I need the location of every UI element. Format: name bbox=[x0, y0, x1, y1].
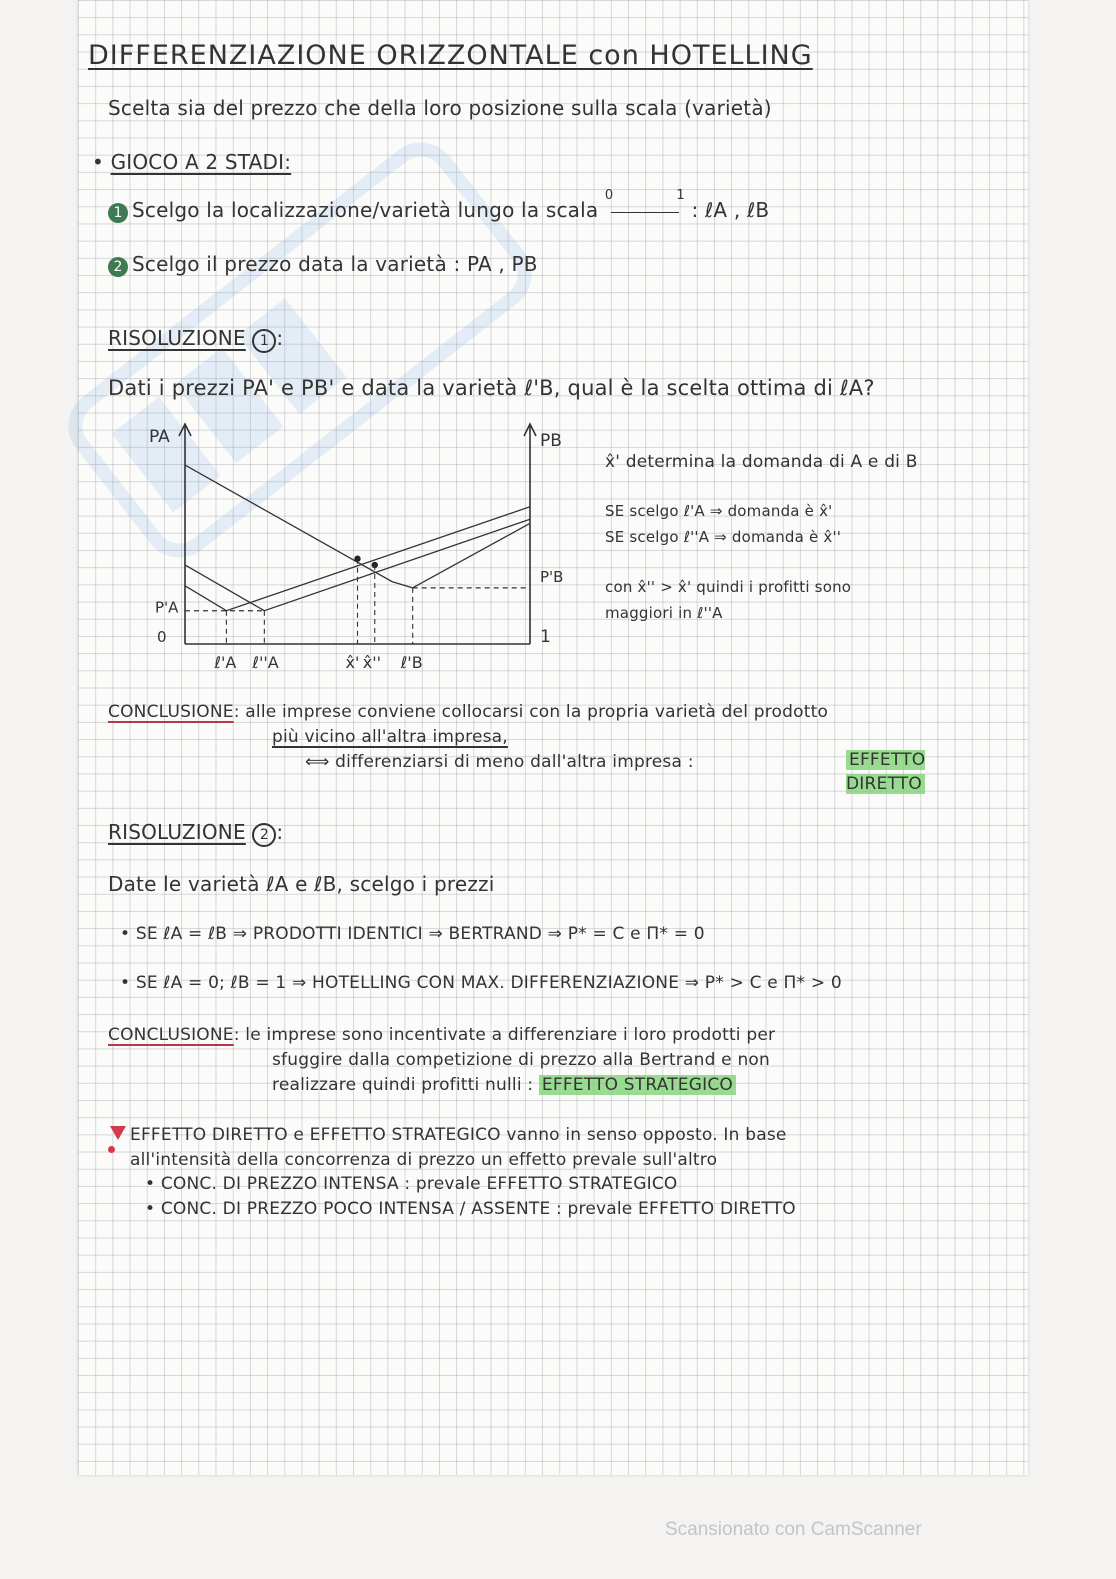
x-tick-label-1: ℓ'A bbox=[214, 653, 237, 672]
res1-colon: : bbox=[276, 326, 284, 350]
page-title: DIFFERENZIAZIONE ORIZZONTALE con HOTELLING bbox=[88, 40, 813, 71]
conclusion-2-text1: : le imprese sono incentivate a differenziare i loro prodotti per bbox=[233, 1025, 776, 1045]
step-1-text: Scelgo la localizzazione/varietà lungo la scala bbox=[132, 198, 599, 222]
step-2 bbox=[108, 252, 538, 277]
effetto-diretto-highlight bbox=[846, 748, 956, 796]
series-line-1 bbox=[185, 465, 413, 588]
left-axis-label: PA bbox=[149, 427, 170, 447]
y-left-origin-label: 0 bbox=[157, 628, 167, 646]
red-dot-icon bbox=[108, 1146, 115, 1153]
x-tick-label-3: x̂' bbox=[345, 653, 360, 672]
x-tick-label-2: ℓ''A bbox=[252, 653, 279, 672]
res1-question: Dati i prezzi PA' e PB' e data la varietà ℓ'B, qual è la scelta ottima di ℓA? bbox=[108, 376, 875, 400]
res2-heading bbox=[108, 820, 283, 847]
scale-start-label: 0 bbox=[604, 187, 614, 203]
y-right-value-label: P'B bbox=[540, 567, 564, 586]
red-flag-icon bbox=[110, 1126, 126, 1140]
res1-heading-label: RISOLUZIONE bbox=[108, 326, 246, 350]
conclusion-1-text1: : alle imprese conviene collocarsi con la propria varietà del prodotto bbox=[233, 702, 829, 722]
side-note-2: SE scelgo ℓ'A ⇒ domanda è x̂' bbox=[605, 502, 833, 520]
conclusion-2-text3 bbox=[272, 1075, 736, 1095]
x-tick-label-5: ℓ'B bbox=[400, 653, 423, 672]
res2-case-1-text: SE ℓA = ℓB ⇒ PRODOTTI IDENTICI ⇒ BERTRAND ⇒ P* = C e Π* = 0 bbox=[135, 924, 705, 944]
scale-segment bbox=[604, 187, 685, 222]
note-bullet-1: • CONC. DI PREZZO INTENSA : prevale EFFETTO STRATEGICO bbox=[145, 1174, 678, 1194]
step-2-text: Scelgo il prezzo data la varietà : PA , PB bbox=[132, 252, 538, 276]
game-heading-label: GIOCO A 2 STADI: bbox=[110, 150, 292, 174]
res2-case-2: • SE ℓA = 0; ℓB = 1 ⇒ HOTELLING CON MAX. DIFFERENZIAZIONE ⇒ P* > C e Π* > 0 bbox=[120, 973, 842, 993]
res2-intro: Date le varietà ℓA e ℓB, scelgo i prezzi bbox=[108, 872, 495, 896]
res2-heading-label: RISOLUZIONE bbox=[108, 820, 246, 844]
side-note-5: maggiori in ℓ''A bbox=[605, 604, 723, 622]
step-1-number: 1 bbox=[108, 203, 128, 223]
conclusion-2-text3-label: realizzare quindi profitti nulli : bbox=[272, 1075, 534, 1095]
conclusion-1-text3: ⟺ differenziarsi di meno dall'altra impresa : bbox=[305, 752, 694, 772]
y-right-end-label: 1 bbox=[540, 627, 551, 647]
right-axis-label: PB bbox=[540, 431, 562, 451]
conclusion-2-label: CONCLUSIONE bbox=[108, 1025, 234, 1045]
note-line-1: EFFETTO DIRETTO e EFFETTO STRATEGICO vanno in senso opposto. In base bbox=[130, 1125, 787, 1145]
note-bullet-2: • CONC. DI PREZZO POCO INTENSA / ASSENTE : prevale EFFETTO DIRETTO bbox=[145, 1199, 796, 1219]
res2-number: 2 bbox=[252, 823, 276, 847]
conclusion-1-label: CONCLUSIONE bbox=[108, 702, 234, 722]
step-1-vars: : ℓA , ℓB bbox=[691, 198, 770, 222]
intro-text: Scelta sia del prezzo che della loro posizione sulla scala (varietà) bbox=[108, 96, 772, 120]
res1-heading bbox=[108, 326, 283, 353]
conclusion-2 bbox=[108, 1025, 775, 1045]
note-line-2: all'intensità della concorrenza di prezzo un effetto prevale sull'altro bbox=[130, 1150, 718, 1170]
hotelling-chart bbox=[140, 418, 580, 680]
series-line-4 bbox=[413, 523, 530, 587]
side-note-1: x̂' determina la domanda di A e di B bbox=[605, 452, 918, 472]
game-heading: • GIOCO A 2 STADI: bbox=[92, 150, 292, 174]
conclusion-1-text2 bbox=[272, 727, 508, 747]
side-note-4: con x̂'' > x̂' quindi i profitti sono bbox=[605, 578, 852, 596]
side-note-3: SE scelgo ℓ''A ⇒ domanda è x̂'' bbox=[605, 528, 842, 546]
res2-case-1: • SE ℓA = ℓB ⇒ PRODOTTI IDENTICI ⇒ BERTRAND ⇒ P* = C e Π* = 0 bbox=[120, 924, 705, 944]
res1-number: 1 bbox=[252, 329, 276, 353]
step-2-number: 2 bbox=[108, 257, 128, 277]
effetto-diretto-label: EFFETTO DIRETTO bbox=[846, 750, 926, 794]
conclusion-1 bbox=[108, 702, 828, 722]
scale-end-label: 1 bbox=[676, 187, 685, 203]
res2-case-2-text: SE ℓA = 0; ℓB = 1 ⇒ HOTELLING CON MAX. DIFFERENZIAZIONE ⇒ P* > C e Π* > 0 bbox=[135, 973, 842, 993]
y-left-value-label: P'A bbox=[155, 598, 179, 617]
scanner-footer: Scansionato con CamScanner bbox=[665, 1519, 922, 1540]
conclusion-2-text2: sfuggire dalla competizione di prezzo alla Bertrand e non bbox=[272, 1050, 770, 1070]
effetto-strategico-highlight: EFFETTO STRATEGICO bbox=[539, 1075, 736, 1095]
x-tick-label-4: x̂'' bbox=[362, 653, 382, 672]
res2-colon: : bbox=[276, 820, 284, 844]
conclusion-1-text2-label: più vicino all'altra impresa, bbox=[272, 727, 508, 747]
step-1 bbox=[108, 187, 770, 223]
